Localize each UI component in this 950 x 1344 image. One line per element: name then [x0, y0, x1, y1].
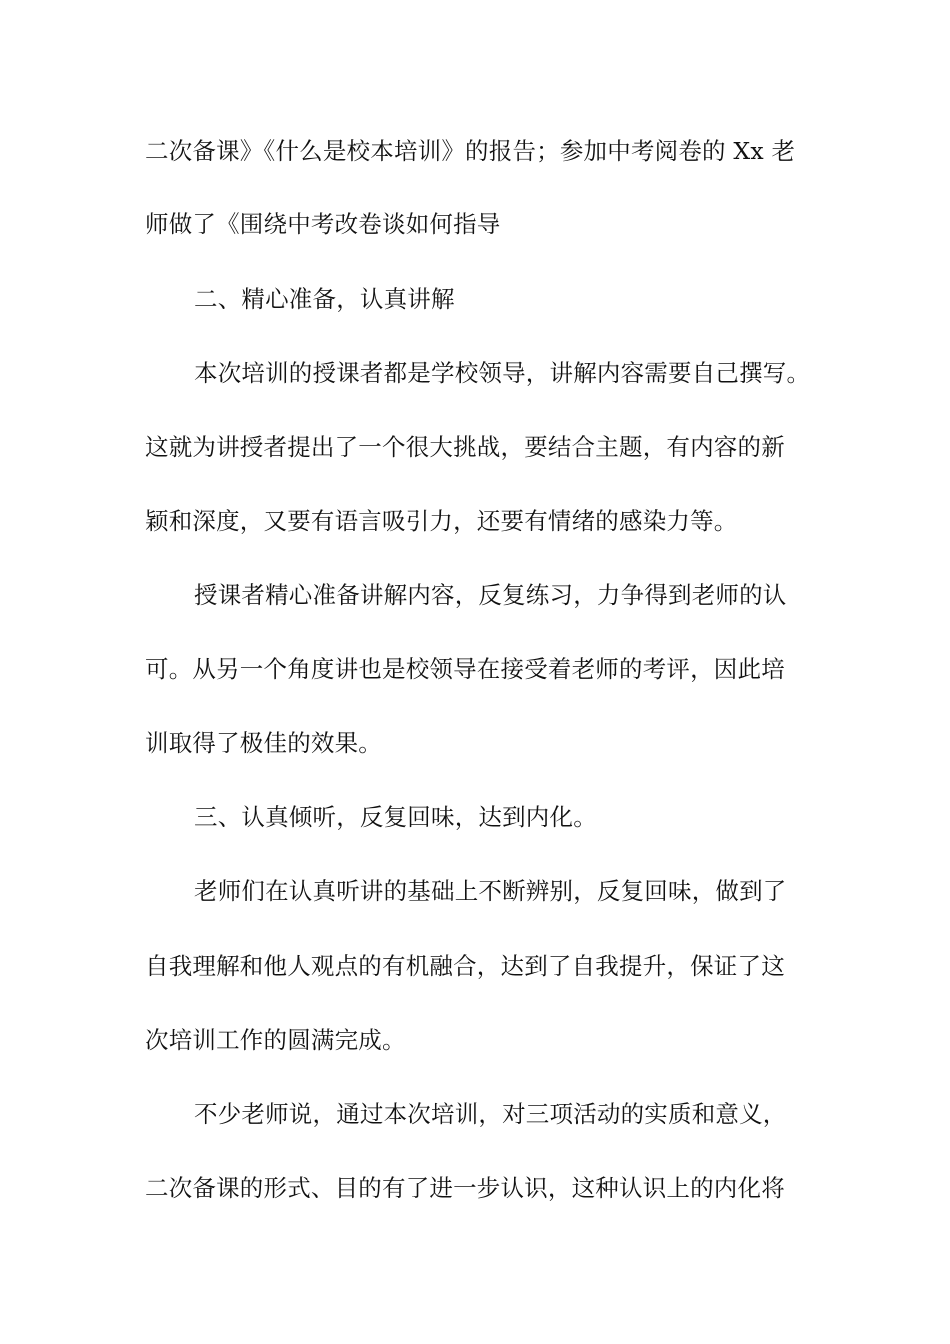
text-line: 老师们在认真听讲的基础上不断辨别，反复回味，做到了: [194, 877, 787, 905]
text-line: 这就为讲授者提出了一个很大挑战，要结合主题，有内容的新: [145, 433, 785, 461]
section-heading: 三、认真倾听，反复回味，达到内化。: [194, 803, 597, 831]
text-line: 训取得了极佳的效果。: [145, 729, 382, 757]
text-line: 二次备课》《什么是校本培训》的报告；参加中考阅卷的 Xx 老: [145, 137, 796, 165]
text-line: 不少老师说，通过本次培训，对三项活动的实质和意义，: [194, 1100, 787, 1128]
text-line: 授课者精心准备讲解内容，反复练习，力争得到老师的认: [194, 581, 787, 609]
text-line: 颖和深度，又要有语言吸引力，还要有情绪的感染力等。: [145, 507, 738, 535]
text-line: 师做了《围绕中考改卷谈如何指导: [145, 210, 501, 238]
text-line: 次培训工作的圆满完成。: [145, 1026, 406, 1054]
text-line: 自我理解和他人观点的有机融合，达到了自我提升，保证了这: [145, 952, 785, 980]
text-line: 二次备课的形式、目的有了进一步认识，这种认识上的内化将: [145, 1174, 785, 1202]
text-line: 本次培训的授课者都是学校领导，讲解内容需要自己撰写。: [194, 359, 811, 387]
section-heading: 二、精心准备，认真讲解: [194, 285, 455, 313]
text-line: 可。从另一个角度讲也是校领导在接受着老师的考评，因此培: [145, 655, 785, 683]
